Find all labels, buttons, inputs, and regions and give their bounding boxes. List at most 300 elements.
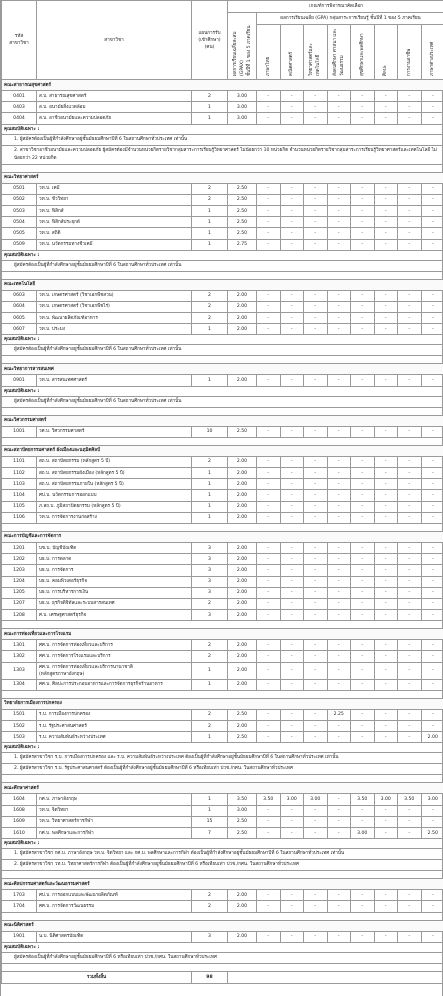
qualification-note: ผู้สมัครต้องเป็นผู้ที่กำลังศึกษาอยู่ชั้นมัธยมศึกษาปีที่ 6 ในสถานศึกษาทั่วประเทศ เท่านั้น [2,396,443,407]
subject-gpa-cell: - [280,901,304,912]
subject-gpa-cell: - [304,679,328,690]
spacer-row [2,523,443,531]
subject-gpa-cell: - [327,228,351,239]
subject-gpa-cell: - [351,542,375,553]
spacer-row [2,621,443,629]
program-quota: 2 [192,194,228,205]
subject-gpa-cell: - [398,565,422,576]
table-row [2,640,443,651]
faculty-title: คณะการท่องเที่ยวและการโรงแรม [2,629,443,640]
program-code: 0401 [2,91,37,102]
program-gpax: 3.50 [228,794,257,805]
program-name: บธ.บ. การตลาด [37,554,192,565]
program-gpax: 2.00 [228,721,257,732]
subject-gpa-cell: - [351,375,375,386]
qualification-note: 2. สาขาวิชาอาชีวอนามัยและความปลอดภัย ผู้สมัครต้องมีจำนวนหน่วยกิตรายวิชากลุ่มสาระการเรียนรู้วิทยาศาสตร์ ไม่น้อยกว่า 10 หน่วยกิต จำนวนหน่วยกิตรายวิชากลุ่มสาระการเรียนรู้วิทยาศาสตร์และเทคโนโลยี ไม่น้อยกว่า 22 หน่วยกิต [2,145,443,164]
subject-gpa-cell: - [374,890,398,901]
faculty-row [2,879,443,890]
qualification-note: 2. ผู้สมัครสาขาวิชา ร.บ. รัฐประศาสนศาสตร์ ต้องเป็นผู้ที่กำลังศึกษาอยู่ชั้นมัธยมศึกษาปีที่ 6 หรือเทียบเท่า ปวช./กศน. ในสถานศึกษาทั่วประเทศ [2,764,443,775]
program-quota: 1 [192,662,228,679]
subject-gpa-cell: - [398,501,422,512]
subject-gpa-cell: - [257,479,281,490]
subject-gpa-cell: - [421,598,443,609]
subject-gpa-cell: - [304,598,328,609]
subject-gpa-cell: - [327,794,351,805]
subject-gpa-cell: - [257,490,281,501]
qualification-title-row [2,335,443,345]
subject-gpa-cell: - [374,113,398,124]
program-code: 1105 [2,501,37,512]
subject-gpa-cell: - [421,587,443,598]
program-code: 1101 [2,456,37,467]
subject-gpa-cell: - [398,512,422,523]
subject-gpa-cell: - [257,194,281,205]
subject-gpa-cell: - [280,113,304,124]
subject-gpa-cell: - [257,901,281,912]
subject-gpa-cell: - [304,816,328,827]
faculty-row [2,445,443,456]
program-gpax: 2.00 [228,313,257,324]
subject-gpa-cell: - [280,490,304,501]
program-name: บธ.บ. การจัดการ [37,565,192,576]
subject-gpa-cell: 3.50 [257,794,281,805]
spacer-cell [2,407,443,415]
subject-gpa-cell: - [304,901,328,912]
subject-gpa-cell: - [421,426,443,437]
program-gpax: 2.00 [228,512,257,523]
table-row [2,732,443,743]
subject-gpa-cell: - [374,102,398,113]
program-gpax: 2.00 [228,576,257,587]
program-quota: 2 [192,290,228,301]
subject-gpa-cell: - [374,721,398,732]
program-quota: 1 [192,468,228,479]
subject-gpa-cell: - [327,456,351,467]
subject-gpa-cell: - [351,228,375,239]
table-row [2,931,443,942]
subject-gpa-cell: - [327,662,351,679]
subject-gpa-cell: - [304,102,328,113]
subject-gpa-cell: - [327,183,351,194]
program-name: วท.บ. การจัดการงานก่อสร้าง [37,512,192,523]
subject-gpa-cell: - [257,102,281,113]
subject-gpa-cell: - [421,610,443,621]
subject-gpa-cell: - [351,554,375,565]
program-code: 0603 [2,290,37,301]
program-name: บธ.บ. ธุรกิจดิจิทัลและระบบสารสนเทศ [37,598,192,609]
program-gpax: 2.00 [228,501,257,512]
subject-gpa-cell: - [421,679,443,690]
subject-gpa-cell: - [421,576,443,587]
subject-gpa-cell: - [351,113,375,124]
table-row [2,576,443,587]
subject-gpa-cell: - [327,205,351,216]
program-name: บธ.บ. การบริหารการเงิน [37,587,192,598]
subject-gpa-cell: - [327,890,351,901]
qualification-title: คุณสมบัติเฉพาะ : [2,250,443,260]
subject-gpa-cell: - [374,901,398,912]
table-row [2,205,443,216]
program-name: ศศ.บ. การจัดการวัฒนธรรม [37,901,192,912]
faculty-row [2,279,443,290]
subject-gpa-cell: 3.00 [421,794,443,805]
subject-gpa-cell: - [327,426,351,437]
program-quota: 2 [192,456,228,467]
subject-gpa-cell: - [280,640,304,651]
program-gpax: 2.50 [228,732,257,743]
program-name: ร.บ. ความสัมพันธ์ระหว่างประเทศ [37,732,192,743]
faculty-title: คณะวิทยาการสารสนเทศ [2,364,443,375]
subject-gpa-cell: - [304,205,328,216]
program-code: 1502 [2,721,37,732]
subject-gpa-cell: - [304,228,328,239]
table-row [2,102,443,113]
subject-gpa-cell: - [398,816,422,827]
subject-gpa-cell: - [304,640,328,651]
qualification-title: คุณสมบัติเฉพาะ : [2,942,443,952]
subject-gpa-cell: - [304,468,328,479]
program-gpax: 3.00 [228,805,257,816]
program-name: วท.บ. ฟิสิกส์ [37,205,192,216]
subject-gpa-cell: 2.00 [421,732,443,743]
subject-gpa-cell: - [398,901,422,912]
subject-gpa-cell: - [327,721,351,732]
subject-gpa-cell: - [351,890,375,901]
subject-gpa-cell: - [304,479,328,490]
gpa-group-header: ผลการเรียนเฉลี่ย (GPA) กลุ่มสาระการเรียนรู้ ชั้นปีที่ 1 ของ 5 ภาคเรียน [257,13,443,25]
subject-gpa-cell: - [304,805,328,816]
subject-gpa-cell: - [351,456,375,467]
subject-gpa-cell: - [257,91,281,102]
spacer-cell [2,356,443,364]
program-gpax: 2.00 [228,375,257,386]
program-name: สถ.บ. สถาปัตยกรรมผังเมือง (หลักสูตร 5 ปี) [37,468,192,479]
subject-gpa-cell: - [327,565,351,576]
subject-gpa-cell: - [257,228,281,239]
subject-gpa-cell: - [351,239,375,250]
program-code: 0509 [2,239,37,250]
subject-header-8: ภาษาต่างประเทศ [421,25,443,80]
program-quota: 2 [192,598,228,609]
subject-gpa-cell: - [257,324,281,335]
subject-gpa-cell: - [327,479,351,490]
program-name: วท.บ. เกษตรศาสตร์ (วิชาเอกพืชสวน) [37,290,192,301]
program-gpax: 2.00 [228,490,257,501]
table-row [2,194,443,205]
subject-header-3: วิทยาศาสตร์และเทคโนโลยี [304,25,328,80]
table-row [2,554,443,565]
spacer-cell [2,523,443,531]
subject-gpa-cell: - [421,102,443,113]
subject-gpa-cell: - [280,91,304,102]
subject-gpa-cell: - [257,640,281,651]
subject-gpa-cell: - [327,679,351,690]
program-code: 1608 [2,805,37,816]
qualification-title: คุณสมบัติเฉพาะ : [2,839,443,849]
subject-gpa-cell: - [257,651,281,662]
subject-gpa-cell: - [257,183,281,194]
faculty-title: คณะเทคโนโลยี [2,279,443,290]
subject-gpa-cell: - [374,554,398,565]
subject-gpa-cell: - [257,565,281,576]
subject-gpa-cell: - [421,721,443,732]
program-code: 1205 [2,587,37,598]
table-row [2,512,443,523]
subject-gpa-cell: - [304,501,328,512]
table-row [2,490,443,501]
subject-gpa-cell: - [351,816,375,827]
table-header [2,1,443,80]
subject-gpa-cell: - [398,732,422,743]
program-name: ศศ.บ. ศิลปะการประกอบอาหารและการจัดการธุรกิจร้านอาหาร [37,679,192,690]
subject-gpa-cell: - [280,721,304,732]
subject-gpa-cell: - [421,324,443,335]
program-gpax: 2.00 [228,324,257,335]
subject-gpa-cell: - [374,228,398,239]
qualification-note: ผู้สมัครต้องเป็นผู้ที่กำลังศึกษาอยู่ชั้นมัธยมศึกษาปีที่ 6 หรือเทียบเท่า ปวช./กศน. ในสถานศึกษาทั่วประเทศ [2,952,443,963]
program-code: 1203 [2,565,37,576]
subject-gpa-cell: - [351,91,375,102]
subject-gpa-cell: - [257,426,281,437]
subject-gpa-cell: - [304,662,328,679]
subject-gpa-cell: - [280,183,304,194]
program-name: ศศ.บ. การจัดการท่องเที่ยวและบริการนานาชาติ (หลักสูตรภาษาอังกฤษ) [37,662,192,679]
program-code: 1106 [2,512,37,523]
subject-gpa-cell: - [398,239,422,250]
program-quota: 1 [192,805,228,816]
subject-gpa-cell: - [327,576,351,587]
subject-gpa-cell: - [304,587,328,598]
subject-gpa-cell: - [327,313,351,324]
table-row [2,324,443,335]
qualification-note-row [2,396,443,407]
subject-gpa-cell: - [327,468,351,479]
table-row [2,542,443,553]
program-name: ศป.บ. การออกแบบและพัฒนาผลิตภัณฑ์ [37,890,192,901]
table-row [2,709,443,720]
total-value: 98 [192,971,228,983]
table-row [2,565,443,576]
program-gpax: 2.50 [228,827,257,838]
subject-gpa-cell: - [398,662,422,679]
program-quota: 1 [192,479,228,490]
program-code: 0403 [2,102,37,113]
table-row [2,598,443,609]
program-gpax: 2.00 [228,542,257,553]
subject-gpa-cell: - [304,426,328,437]
subject-gpa-cell: - [421,183,443,194]
subject-gpa-cell: - [280,931,304,942]
subject-gpa-cell: - [327,490,351,501]
subject-gpa-cell: 3.00 [304,794,328,805]
faculty-title: คณะการบัญชีและการจัดการ [2,531,443,542]
subject-gpa-cell: - [280,479,304,490]
subject-gpa-cell: - [374,479,398,490]
program-code: 1901 [2,931,37,942]
subject-gpa-cell: - [257,662,281,679]
program-name: กศ.บ. ภาษาอังกฤษ [37,794,192,805]
qualification-note-row [2,860,443,871]
subject-gpa-cell: - [374,194,398,205]
program-quota: 1 [192,205,228,216]
program-gpax: 2.50 [228,709,257,720]
subject-gpa-cell: - [398,827,422,838]
faculty-title: คณะวิศวกรรมศาสตร์ [2,415,443,426]
subject-gpa-cell: - [327,102,351,113]
subject-gpa-cell: - [257,576,281,587]
code-column-header: รหัส สาขาวิชา [2,1,37,80]
program-gpax: 2.50 [228,183,257,194]
table-row [2,816,443,827]
subject-gpa-cell: - [280,290,304,301]
qualification-note-row [2,145,443,164]
subject-column-header: สาขาวิชา [37,1,192,80]
program-code: 0404 [2,113,37,124]
subject-gpa-cell: - [257,113,281,124]
program-quota: 1 [192,217,228,228]
subject-gpa-cell: - [421,931,443,942]
table-row [2,479,443,490]
faculty-title: คณะสาธารณสุขศาสตร์ [2,80,443,91]
subject-gpa-cell: - [351,102,375,113]
subject-gpa-cell: - [398,290,422,301]
program-quota: 2 [192,721,228,732]
subject-gpa-cell: - [421,805,443,816]
program-gpax: 2.50 [228,426,257,437]
subject-gpa-cell: - [280,598,304,609]
subject-gpa-cell: - [304,301,328,312]
gpax-column-header: ผลการเรียนเฉลี่ยสะสม (GPAX) ชั้นปีที่ 1 ของ 5 ภาคเรียน [228,13,257,80]
subject-gpa-cell: - [398,91,422,102]
subject-gpa-cell: - [327,324,351,335]
program-name: วท.บ. เคมี [37,183,192,194]
subject-header-7: การงานอาชีพ [398,25,422,80]
subject-gpa-cell: - [351,426,375,437]
subject-gpa-cell: - [351,662,375,679]
program-quota: 2 [192,890,228,901]
subject-gpa-cell: - [280,205,304,216]
subject-gpa-cell: - [257,239,281,250]
subject-gpa-cell: - [351,721,375,732]
subject-gpa-cell: 3.50 [351,794,375,805]
subject-gpa-cell: - [398,217,422,228]
subject-gpa-cell: - [351,468,375,479]
program-gpax: 2.50 [228,205,257,216]
subject-gpa-cell: - [257,610,281,621]
subject-gpa-cell: - [398,375,422,386]
subject-gpa-cell: - [351,679,375,690]
subject-gpa-cell: - [421,890,443,901]
subject-gpa-cell: - [280,565,304,576]
subject-gpa-cell: - [280,501,304,512]
program-code: 1301 [2,640,37,651]
program-code: 1703 [2,890,37,901]
subject-gpa-cell: - [257,290,281,301]
subject-gpa-cell: - [257,554,281,565]
faculty-row [2,698,443,709]
spacer-row [2,407,443,415]
subject-gpa-cell: - [421,290,443,301]
subject-gpa-cell: - [304,890,328,901]
table-row [2,501,443,512]
subject-gpa-cell: - [398,468,422,479]
subject-gpa-cell: - [374,375,398,386]
subject-gpa-cell: - [327,542,351,553]
subject-gpa-cell: - [304,827,328,838]
subject-gpa-cell: - [374,301,398,312]
subject-gpa-cell: - [351,651,375,662]
subject-gpa-cell: - [421,816,443,827]
subject-gpa-cell: - [351,709,375,720]
subject-gpa-cell: - [398,640,422,651]
subject-gpa-cell: - [304,512,328,523]
program-code: 0505 [2,228,37,239]
subject-gpa-cell: - [398,709,422,720]
subject-gpa-cell: - [327,239,351,250]
table-row [2,805,443,816]
program-quota: 2 [192,313,228,324]
table-row [2,375,443,386]
program-name: บธ.บ. คอมพิวเตอร์ธุรกิจ [37,576,192,587]
spacer-cell [2,963,443,971]
table-row [2,587,443,598]
subject-gpa-cell: - [351,805,375,816]
program-gpax: 2.00 [228,468,257,479]
program-code: 1001 [2,426,37,437]
subject-gpa-cell: - [327,931,351,942]
subject-gpa-cell: - [280,468,304,479]
faculty-row [2,415,443,426]
subject-gpa-cell: - [398,102,422,113]
subject-gpa-cell: - [327,816,351,827]
program-code: 0901 [2,375,37,386]
subject-gpa-cell: - [280,827,304,838]
subject-gpa-cell: - [421,194,443,205]
table-row [2,827,443,838]
subject-gpa-cell: - [280,610,304,621]
subject-gpa-cell: 2.25 [327,709,351,720]
qualification-title-row [2,250,443,260]
subject-gpa-cell: - [304,194,328,205]
subject-gpa-cell: 3.00 [280,794,304,805]
program-name: ศศ.บ. การจัดการท่องเที่ยวและบริการ [37,640,192,651]
program-name: ร.บ. รัฐประศาสนศาสตร์ [37,721,192,732]
subject-gpa-cell: - [421,662,443,679]
qualification-note-row [2,260,443,271]
table-row [2,651,443,662]
subject-gpa-cell: - [304,721,328,732]
subject-gpa-cell: - [421,479,443,490]
subject-gpa-cell: - [304,542,328,553]
program-name: บช.บ. บัญชีบัณฑิต [37,542,192,553]
program-quota: 2 [192,901,228,912]
table-row [2,662,443,679]
subject-gpa-cell: - [374,709,398,720]
qualification-title-row [2,942,443,952]
subject-gpa-cell: - [398,426,422,437]
subject-gpa-cell: - [374,217,398,228]
table-row [2,113,443,124]
subject-gpa-cell: - [374,651,398,662]
total-blank [228,971,443,983]
faculty-row [2,920,443,931]
subject-gpa-cell: - [304,239,328,250]
program-code: 0501 [2,183,37,194]
program-code: 1604 [2,794,37,805]
program-gpax: 3.00 [228,91,257,102]
subject-gpa-cell: - [374,324,398,335]
subject-gpa-cell: - [398,194,422,205]
